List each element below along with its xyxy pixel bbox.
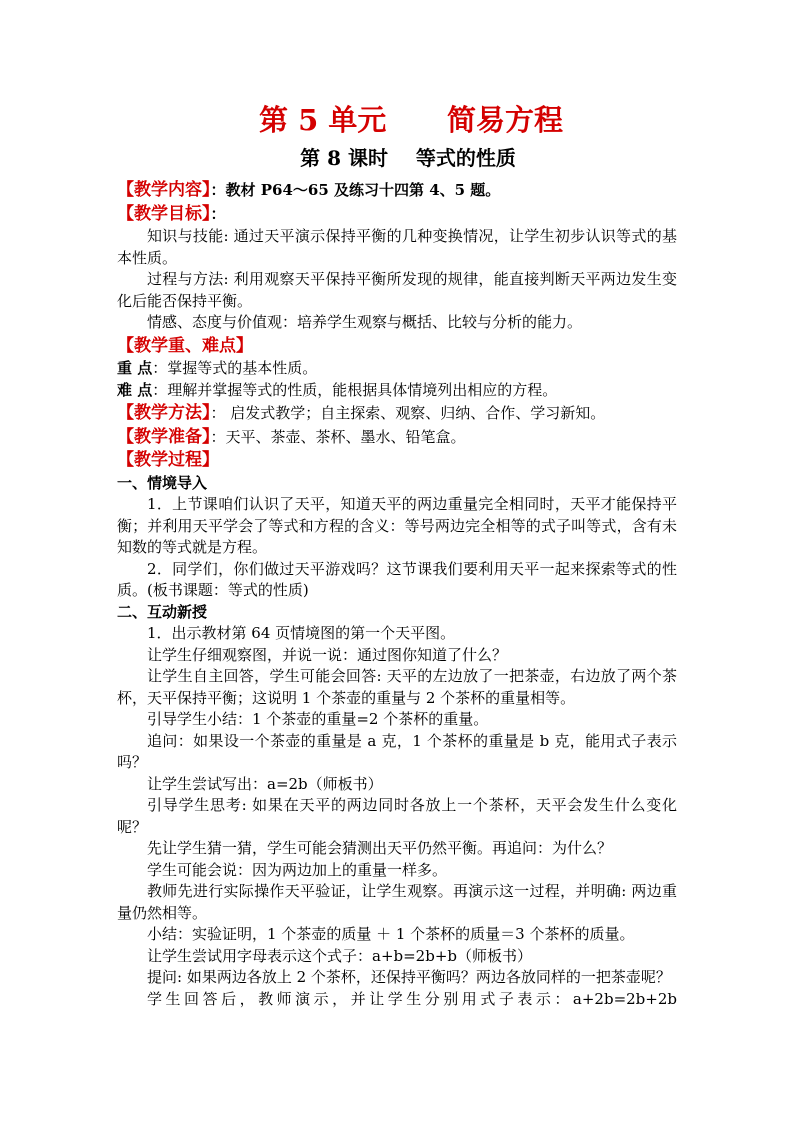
content-heading: 【教学内容】 (117, 180, 211, 200)
section-last-line: 学生回答后，教师演示，并让学生分别用式子表示：a+2b=2b+2b (147, 989, 677, 1008)
document-content (117, 100, 677, 1010)
prep-text: ：天平、茶壶、茶杯、墨水、铅笔盒。 (210, 427, 466, 446)
keypoints-heading: 【教学重、难点】 (117, 335, 253, 356)
section-paragraph: 提问: 如果两边各放上 2 个茶杯，还保持平衡吗？两边各放同样的一把茶壶呢？ (147, 968, 671, 986)
section-paragraph: 小结：实验证明，1 个茶壶的质量 ＋ 1 个茶杯的质量＝3 个茶杯的质量。 (147, 925, 635, 943)
section-paragraph: 让学生尝试写出：a=2b（师板书） (147, 774, 383, 793)
goals-heading: 【教学目标】 (117, 203, 211, 224)
prep-line (117, 427, 677, 449)
keypoint-text: ：掌握等式的基本性质。 (152, 359, 318, 377)
unit-title: 第 5 单元 简易方程 (259, 103, 563, 137)
goal-paragraph: 情感、态度与价值观：培养学生观察与概括、比较与分析的能力。 (147, 313, 583, 331)
goal-paragraph: 知识与技能: 通过天平演示保持平衡的几种变换情况，让学生初步认识等式的基本性质。 (117, 227, 677, 267)
section-paragraph: 2．同学们，你们做过天平游戏吗？这节课我们要利用天平一起来探索等式的性质。(板书课题：等式的性质) (117, 559, 677, 599)
difficulty-text: ：理解并掌握等式的性质，能根据具体情境列出相应的方程。 (152, 380, 558, 399)
method-line (117, 403, 677, 425)
content-text: ：教材 P64～65 及练习十四第 4、5 题。 (210, 181, 501, 199)
section-paragraph: 1．上节课咱们认识了天平，知道天平的两边重量完全相同时，天平才能保持平衡；并利用天平学会了等式和方程的含义：等号两边完全相等的式子叫等式，含有未知数的等式就是方程。 (117, 495, 677, 556)
goals-colon: ： (210, 204, 226, 223)
section-paragraph: 让学生仔细观察图，并说一说：通过图你知道了什么？ (147, 645, 508, 664)
section-paragraph: 让学生尝试用字母表示这个式子：a+b=2b+b（师板书） (147, 946, 532, 965)
keypoint-label: 重 点 (117, 359, 153, 377)
process-heading: 【教学过程】 (117, 450, 219, 470)
difficulty-label: 难 点 (117, 380, 153, 399)
process-line (117, 450, 677, 472)
section-paragraph: 引导学生小结：1 个茶壶的重量=2 个茶杯的重量。 (147, 710, 489, 728)
section-paragraph: 教师先进行实际操作天平验证，让学生观察。再演示这一过程，并明确: 两边重量仍然相等。 (117, 882, 677, 922)
section-paragraph: 学生可能会说：因为两边加上的重量一样多。 (147, 860, 448, 879)
goal-paragraph: 过程与方法: 利用观察天平保持平衡所发现的规律，能直接判断天平两边发生变化后能否保持平衡。 (117, 270, 677, 310)
keypoint-line (117, 358, 677, 380)
method-text: ： 启发式教学；自主探索、观察、归纳、合作、学习新知。 (210, 404, 606, 422)
section-paragraph: 先让学生猜一猜，学生可能会猜测出天平仍然平衡。再追问：为什么？ (147, 839, 613, 857)
section-title: 二、互动新授 (117, 602, 208, 621)
keypoints-line (117, 336, 677, 358)
difficulty-line (117, 380, 677, 402)
section-paragraph: 让学生自主回答，学生可能会回答: 天平的左边放了一把茶壶，右边放了两个茶杯，天平保持平衡；这说明 1 个茶壶的重量与 2 个茶杯的重量相等。 (117, 667, 677, 707)
section-paragraph: 引导学生思考: 如果在天平的两边同时各放上一个茶杯，天平会发生什么变化呢？ (117, 796, 677, 836)
section-paragraph: 1．出示教材第 64 页情境图的第一个天平图。 (147, 624, 456, 642)
goals-line (117, 204, 677, 226)
lesson-title: 第 8 课时 等式的性质 (300, 146, 516, 170)
section-title: 一、情境导入 (117, 473, 208, 492)
prep-heading: 【教学准备】 (117, 426, 211, 447)
method-heading: 【教学方法】 (117, 403, 211, 423)
content-line (117, 180, 677, 202)
section-paragraph: 追问：如果设一个茶壶的重量是 a 克，1 个茶杯的重量是 b 克，能用式子表示吗？ (117, 731, 677, 771)
